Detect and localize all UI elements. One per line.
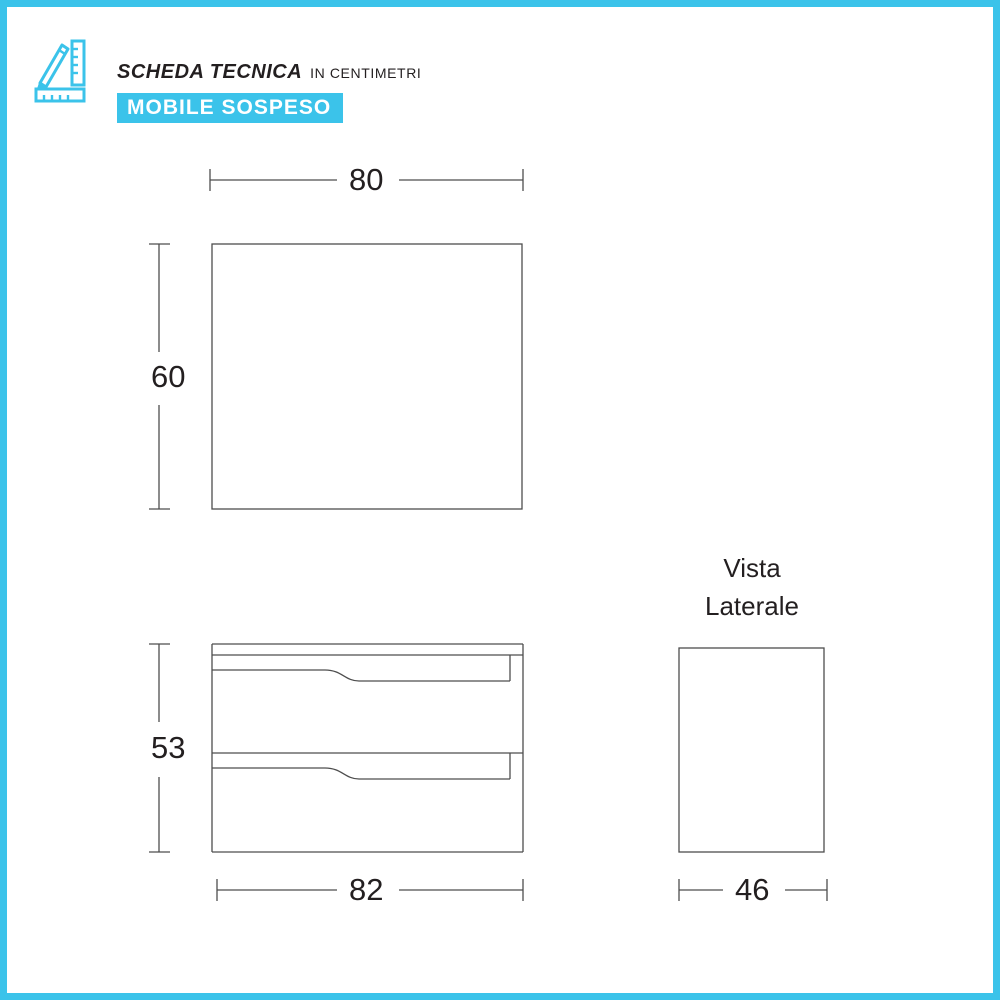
bottom-view-width-label: 82 xyxy=(339,874,393,905)
sheet-title-main: SCHEDA TECNICA xyxy=(117,61,303,83)
bottom-view-height-label: 53 xyxy=(141,732,195,763)
side-view-title xyxy=(657,550,847,625)
side-view-title-line2: Laterale xyxy=(705,590,799,621)
drawing-geometry xyxy=(7,7,1000,1007)
sheet-title-sub: IN CENTIMETRI xyxy=(310,65,422,81)
product-type-banner: MOBILE SOSPESO xyxy=(117,93,343,123)
front-view-height-label: 60 xyxy=(141,361,195,392)
sheet-title xyxy=(117,61,421,84)
front-view-width-label: 80 xyxy=(339,164,393,195)
header xyxy=(29,31,449,119)
ruler-pencil-icon xyxy=(34,39,104,107)
side-view-title-line1: Vista xyxy=(723,553,781,583)
side-view-width-label: 46 xyxy=(725,874,779,905)
